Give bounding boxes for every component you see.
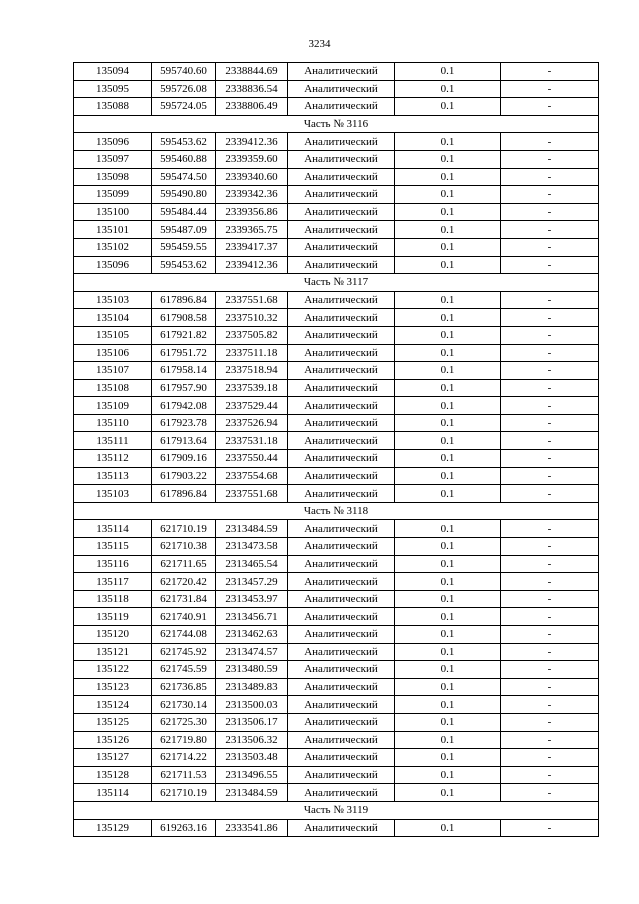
accuracy-cell: 0.1 xyxy=(395,590,501,608)
y-coordinate-cell: 2313473.58 xyxy=(216,538,288,556)
description-cell: - xyxy=(501,168,599,186)
y-coordinate-cell: 2339412.36 xyxy=(216,256,288,274)
description-cell: - xyxy=(501,414,599,432)
table-row xyxy=(74,819,599,837)
x-coordinate-cell: 595726.08 xyxy=(152,80,216,98)
table-row xyxy=(74,731,599,749)
x-coordinate-cell: 617896.84 xyxy=(152,291,216,309)
description-cell: - xyxy=(501,256,599,274)
x-coordinate-cell: 617903.22 xyxy=(152,467,216,485)
y-coordinate-cell: 2337551.68 xyxy=(216,291,288,309)
point-number-cell: 135124 xyxy=(74,696,152,714)
method-cell: Аналитический xyxy=(288,203,395,221)
method-cell: Аналитический xyxy=(288,766,395,784)
point-number-cell: 135127 xyxy=(74,749,152,767)
point-number-cell: 135101 xyxy=(74,221,152,239)
table-row xyxy=(74,203,599,221)
point-number-cell: 135100 xyxy=(74,203,152,221)
accuracy-cell: 0.1 xyxy=(395,643,501,661)
description-cell: - xyxy=(501,626,599,644)
method-cell: Аналитический xyxy=(288,309,395,327)
accuracy-cell: 0.1 xyxy=(395,819,501,837)
accuracy-cell: 0.1 xyxy=(395,397,501,415)
accuracy-cell: 0.1 xyxy=(395,309,501,327)
accuracy-cell: 0.1 xyxy=(395,731,501,749)
table-row xyxy=(74,573,599,591)
point-number-cell: 135123 xyxy=(74,678,152,696)
coordinates-table-body xyxy=(74,63,599,837)
x-coordinate-cell: 621710.19 xyxy=(152,520,216,538)
point-number-cell: 135125 xyxy=(74,713,152,731)
x-coordinate-cell: 617923.78 xyxy=(152,414,216,432)
table-row xyxy=(74,485,599,503)
point-number-cell: 135110 xyxy=(74,414,152,432)
method-cell: Аналитический xyxy=(288,467,395,485)
point-number-cell: 135096 xyxy=(74,133,152,151)
table-row xyxy=(74,713,599,731)
accuracy-cell: 0.1 xyxy=(395,326,501,344)
method-cell: Аналитический xyxy=(288,238,395,256)
method-cell: Аналитический xyxy=(288,414,395,432)
point-number-cell: 135113 xyxy=(74,467,152,485)
x-coordinate-cell: 595453.62 xyxy=(152,256,216,274)
table-row xyxy=(74,326,599,344)
y-coordinate-cell: 2339365.75 xyxy=(216,221,288,239)
description-cell: - xyxy=(501,432,599,450)
point-number-cell: 135108 xyxy=(74,379,152,397)
method-cell: Аналитический xyxy=(288,590,395,608)
y-coordinate-cell: 2338836.54 xyxy=(216,80,288,98)
page-number: 3234 xyxy=(308,38,331,50)
accuracy-cell: 0.1 xyxy=(395,485,501,503)
table-row xyxy=(74,643,599,661)
x-coordinate-cell: 621744.08 xyxy=(152,626,216,644)
method-cell: Аналитический xyxy=(288,326,395,344)
y-coordinate-cell: 2313474.57 xyxy=(216,643,288,661)
method-cell: Аналитический xyxy=(288,221,395,239)
table-row xyxy=(74,626,599,644)
accuracy-cell: 0.1 xyxy=(395,520,501,538)
description-cell: - xyxy=(501,150,599,168)
table-row xyxy=(74,256,599,274)
table-row xyxy=(74,63,599,81)
method-cell: Аналитический xyxy=(288,98,395,116)
description-cell: - xyxy=(501,362,599,380)
table-row xyxy=(74,766,599,784)
y-coordinate-cell: 2313506.17 xyxy=(216,713,288,731)
accuracy-cell: 0.1 xyxy=(395,555,501,573)
y-coordinate-cell: 2338806.49 xyxy=(216,98,288,116)
y-coordinate-cell: 2337554.68 xyxy=(216,467,288,485)
accuracy-cell: 0.1 xyxy=(395,80,501,98)
y-coordinate-cell: 2313457.29 xyxy=(216,573,288,591)
x-coordinate-cell: 617913.64 xyxy=(152,432,216,450)
point-number-cell: 135121 xyxy=(74,643,152,661)
y-coordinate-cell: 2313462.63 xyxy=(216,626,288,644)
method-cell: Аналитический xyxy=(288,520,395,538)
table-row xyxy=(74,608,599,626)
x-coordinate-cell: 617957.90 xyxy=(152,379,216,397)
x-coordinate-cell: 621710.19 xyxy=(152,784,216,802)
x-coordinate-cell: 595474.50 xyxy=(152,168,216,186)
y-coordinate-cell: 2337511.18 xyxy=(216,344,288,362)
description-cell: - xyxy=(501,819,599,837)
description-cell: - xyxy=(501,678,599,696)
accuracy-cell: 0.1 xyxy=(395,63,501,81)
accuracy-cell: 0.1 xyxy=(395,749,501,767)
y-coordinate-cell: 2337526.94 xyxy=(216,414,288,432)
y-coordinate-cell: 2337510.32 xyxy=(216,309,288,327)
y-coordinate-cell: 2313456.71 xyxy=(216,608,288,626)
method-cell: Аналитический xyxy=(288,678,395,696)
x-coordinate-cell: 617909.16 xyxy=(152,450,216,468)
table-row xyxy=(74,362,599,380)
table-row xyxy=(74,520,599,538)
table-row xyxy=(74,696,599,714)
x-coordinate-cell: 617951.72 xyxy=(152,344,216,362)
table-row xyxy=(74,186,599,204)
accuracy-cell: 0.1 xyxy=(395,713,501,731)
method-cell: Аналитический xyxy=(288,661,395,679)
x-coordinate-cell: 621711.65 xyxy=(152,555,216,573)
y-coordinate-cell: 2333541.86 xyxy=(216,819,288,837)
description-cell: - xyxy=(501,80,599,98)
description-cell: - xyxy=(501,133,599,151)
point-number-cell: 135107 xyxy=(74,362,152,380)
y-coordinate-cell: 2338844.69 xyxy=(216,63,288,81)
x-coordinate-cell: 617896.84 xyxy=(152,485,216,503)
method-cell: Аналитический xyxy=(288,362,395,380)
method-cell: Аналитический xyxy=(288,291,395,309)
accuracy-cell: 0.1 xyxy=(395,432,501,450)
accuracy-cell: 0.1 xyxy=(395,221,501,239)
point-number-cell: 135129 xyxy=(74,819,152,837)
point-number-cell: 135114 xyxy=(74,784,152,802)
y-coordinate-cell: 2313484.59 xyxy=(216,784,288,802)
y-coordinate-cell: 2339412.36 xyxy=(216,133,288,151)
table-row xyxy=(74,784,599,802)
method-cell: Аналитический xyxy=(288,379,395,397)
point-number-cell: 135102 xyxy=(74,238,152,256)
section-title: Часть № 3119 xyxy=(74,801,599,819)
accuracy-cell: 0.1 xyxy=(395,203,501,221)
y-coordinate-cell: 2313465.54 xyxy=(216,555,288,573)
y-coordinate-cell: 2337505.82 xyxy=(216,326,288,344)
method-cell: Аналитический xyxy=(288,186,395,204)
table-row xyxy=(74,98,599,116)
x-coordinate-cell: 595724.05 xyxy=(152,98,216,116)
table-row xyxy=(74,379,599,397)
table-row xyxy=(74,590,599,608)
method-cell: Аналитический xyxy=(288,80,395,98)
method-cell: Аналитический xyxy=(288,485,395,503)
accuracy-cell: 0.1 xyxy=(395,291,501,309)
method-cell: Аналитический xyxy=(288,731,395,749)
x-coordinate-cell: 595490.80 xyxy=(152,186,216,204)
description-cell: - xyxy=(501,291,599,309)
y-coordinate-cell: 2313496.55 xyxy=(216,766,288,784)
coordinates-table xyxy=(73,62,599,837)
accuracy-cell: 0.1 xyxy=(395,678,501,696)
accuracy-cell: 0.1 xyxy=(395,414,501,432)
point-number-cell: 135115 xyxy=(74,538,152,556)
point-number-cell: 135126 xyxy=(74,731,152,749)
description-cell: - xyxy=(501,397,599,415)
point-number-cell: 135096 xyxy=(74,256,152,274)
description-cell: - xyxy=(501,485,599,503)
description-cell: - xyxy=(501,326,599,344)
accuracy-cell: 0.1 xyxy=(395,467,501,485)
description-cell: - xyxy=(501,520,599,538)
x-coordinate-cell: 621740.91 xyxy=(152,608,216,626)
method-cell: Аналитический xyxy=(288,63,395,81)
table-row xyxy=(74,221,599,239)
x-coordinate-cell: 595453.62 xyxy=(152,133,216,151)
accuracy-cell: 0.1 xyxy=(395,608,501,626)
description-cell: - xyxy=(501,344,599,362)
method-cell: Аналитический xyxy=(288,713,395,731)
accuracy-cell: 0.1 xyxy=(395,186,501,204)
method-cell: Аналитический xyxy=(288,626,395,644)
section-header-row xyxy=(74,115,599,133)
y-coordinate-cell: 2313480.59 xyxy=(216,661,288,679)
accuracy-cell: 0.1 xyxy=(395,344,501,362)
y-coordinate-cell: 2313489.83 xyxy=(216,678,288,696)
section-header-row xyxy=(74,502,599,520)
section-title: Часть № 3116 xyxy=(74,115,599,133)
y-coordinate-cell: 2337551.68 xyxy=(216,485,288,503)
y-coordinate-cell: 2337531.18 xyxy=(216,432,288,450)
point-number-cell: 135094 xyxy=(74,63,152,81)
x-coordinate-cell: 621725.30 xyxy=(152,713,216,731)
method-cell: Аналитический xyxy=(288,555,395,573)
point-number-cell: 135098 xyxy=(74,168,152,186)
x-coordinate-cell: 621710.38 xyxy=(152,538,216,556)
table-row xyxy=(74,309,599,327)
table-row xyxy=(74,168,599,186)
method-cell: Аналитический xyxy=(288,133,395,151)
accuracy-cell: 0.1 xyxy=(395,626,501,644)
section-title: Часть № 3118 xyxy=(74,502,599,520)
description-cell: - xyxy=(501,203,599,221)
method-cell: Аналитический xyxy=(288,749,395,767)
description-cell: - xyxy=(501,379,599,397)
method-cell: Аналитический xyxy=(288,432,395,450)
x-coordinate-cell: 619263.16 xyxy=(152,819,216,837)
method-cell: Аналитический xyxy=(288,150,395,168)
table-row xyxy=(74,749,599,767)
x-coordinate-cell: 617908.58 xyxy=(152,309,216,327)
description-cell: - xyxy=(501,63,599,81)
point-number-cell: 135112 xyxy=(74,450,152,468)
point-number-cell: 135105 xyxy=(74,326,152,344)
x-coordinate-cell: 621731.84 xyxy=(152,590,216,608)
description-cell: - xyxy=(501,555,599,573)
point-number-cell: 135114 xyxy=(74,520,152,538)
x-coordinate-cell: 621714.22 xyxy=(152,749,216,767)
description-cell: - xyxy=(501,749,599,767)
method-cell: Аналитический xyxy=(288,819,395,837)
x-coordinate-cell: 621719.80 xyxy=(152,731,216,749)
point-number-cell: 135088 xyxy=(74,98,152,116)
x-coordinate-cell: 595487.09 xyxy=(152,221,216,239)
description-cell: - xyxy=(501,221,599,239)
x-coordinate-cell: 621711.53 xyxy=(152,766,216,784)
table-row xyxy=(74,80,599,98)
y-coordinate-cell: 2337529.44 xyxy=(216,397,288,415)
table-row xyxy=(74,397,599,415)
y-coordinate-cell: 2337518.94 xyxy=(216,362,288,380)
table-row xyxy=(74,450,599,468)
method-cell: Аналитический xyxy=(288,538,395,556)
table-row xyxy=(74,291,599,309)
method-cell: Аналитический xyxy=(288,168,395,186)
description-cell: - xyxy=(501,696,599,714)
y-coordinate-cell: 2339340.60 xyxy=(216,168,288,186)
description-cell: - xyxy=(501,538,599,556)
accuracy-cell: 0.1 xyxy=(395,696,501,714)
accuracy-cell: 0.1 xyxy=(395,133,501,151)
method-cell: Аналитический xyxy=(288,344,395,362)
accuracy-cell: 0.1 xyxy=(395,450,501,468)
method-cell: Аналитический xyxy=(288,256,395,274)
method-cell: Аналитический xyxy=(288,643,395,661)
table-row xyxy=(74,133,599,151)
description-cell: - xyxy=(501,186,599,204)
y-coordinate-cell: 2339342.36 xyxy=(216,186,288,204)
table-row xyxy=(74,150,599,168)
point-number-cell: 135128 xyxy=(74,766,152,784)
description-cell: - xyxy=(501,309,599,327)
table-row xyxy=(74,432,599,450)
accuracy-cell: 0.1 xyxy=(395,538,501,556)
point-number-cell: 135116 xyxy=(74,555,152,573)
accuracy-cell: 0.1 xyxy=(395,766,501,784)
accuracy-cell: 0.1 xyxy=(395,238,501,256)
x-coordinate-cell: 617921.82 xyxy=(152,326,216,344)
table-row xyxy=(74,467,599,485)
method-cell: Аналитический xyxy=(288,397,395,415)
y-coordinate-cell: 2313453.97 xyxy=(216,590,288,608)
table-row xyxy=(74,414,599,432)
accuracy-cell: 0.1 xyxy=(395,573,501,591)
y-coordinate-cell: 2339356.86 xyxy=(216,203,288,221)
x-coordinate-cell: 621736.85 xyxy=(152,678,216,696)
y-coordinate-cell: 2337550.44 xyxy=(216,450,288,468)
x-coordinate-cell: 617958.14 xyxy=(152,362,216,380)
method-cell: Аналитический xyxy=(288,784,395,802)
section-title: Часть № 3117 xyxy=(74,274,599,292)
description-cell: - xyxy=(501,643,599,661)
accuracy-cell: 0.1 xyxy=(395,98,501,116)
y-coordinate-cell: 2339417.37 xyxy=(216,238,288,256)
point-number-cell: 135111 xyxy=(74,432,152,450)
y-coordinate-cell: 2339359.60 xyxy=(216,150,288,168)
description-cell: - xyxy=(501,731,599,749)
description-cell: - xyxy=(501,238,599,256)
description-cell: - xyxy=(501,784,599,802)
table-row xyxy=(74,344,599,362)
accuracy-cell: 0.1 xyxy=(395,784,501,802)
description-cell: - xyxy=(501,713,599,731)
x-coordinate-cell: 621745.59 xyxy=(152,661,216,679)
description-cell: - xyxy=(501,573,599,591)
x-coordinate-cell: 595484.44 xyxy=(152,203,216,221)
point-number-cell: 135106 xyxy=(74,344,152,362)
point-number-cell: 135104 xyxy=(74,309,152,327)
y-coordinate-cell: 2337539.18 xyxy=(216,379,288,397)
x-coordinate-cell: 617942.08 xyxy=(152,397,216,415)
table-row xyxy=(74,538,599,556)
description-cell: - xyxy=(501,467,599,485)
point-number-cell: 135103 xyxy=(74,485,152,503)
y-coordinate-cell: 2313484.59 xyxy=(216,520,288,538)
x-coordinate-cell: 595459.55 xyxy=(152,238,216,256)
description-cell: - xyxy=(501,766,599,784)
point-number-cell: 135095 xyxy=(74,80,152,98)
method-cell: Аналитический xyxy=(288,696,395,714)
point-number-cell: 135117 xyxy=(74,573,152,591)
point-number-cell: 135122 xyxy=(74,661,152,679)
x-coordinate-cell: 621745.92 xyxy=(152,643,216,661)
table-row xyxy=(74,238,599,256)
accuracy-cell: 0.1 xyxy=(395,362,501,380)
section-header-row xyxy=(74,801,599,819)
table-row xyxy=(74,661,599,679)
point-number-cell: 135099 xyxy=(74,186,152,204)
section-header-row xyxy=(74,274,599,292)
x-coordinate-cell: 621730.14 xyxy=(152,696,216,714)
description-cell: - xyxy=(501,608,599,626)
y-coordinate-cell: 2313500.03 xyxy=(216,696,288,714)
table-row xyxy=(74,678,599,696)
method-cell: Аналитический xyxy=(288,573,395,591)
accuracy-cell: 0.1 xyxy=(395,256,501,274)
method-cell: Аналитический xyxy=(288,608,395,626)
x-coordinate-cell: 595460.88 xyxy=(152,150,216,168)
point-number-cell: 135103 xyxy=(74,291,152,309)
method-cell: Аналитический xyxy=(288,450,395,468)
x-coordinate-cell: 595740.60 xyxy=(152,63,216,81)
description-cell: - xyxy=(501,590,599,608)
description-cell: - xyxy=(501,661,599,679)
accuracy-cell: 0.1 xyxy=(395,379,501,397)
table-row xyxy=(74,555,599,573)
point-number-cell: 135097 xyxy=(74,150,152,168)
accuracy-cell: 0.1 xyxy=(395,150,501,168)
point-number-cell: 135109 xyxy=(74,397,152,415)
description-cell: - xyxy=(501,98,599,116)
accuracy-cell: 0.1 xyxy=(395,661,501,679)
point-number-cell: 135118 xyxy=(74,590,152,608)
y-coordinate-cell: 2313503.48 xyxy=(216,749,288,767)
x-coordinate-cell: 621720.42 xyxy=(152,573,216,591)
point-number-cell: 135119 xyxy=(74,608,152,626)
description-cell: - xyxy=(501,450,599,468)
accuracy-cell: 0.1 xyxy=(395,168,501,186)
y-coordinate-cell: 2313506.32 xyxy=(216,731,288,749)
point-number-cell: 135120 xyxy=(74,626,152,644)
